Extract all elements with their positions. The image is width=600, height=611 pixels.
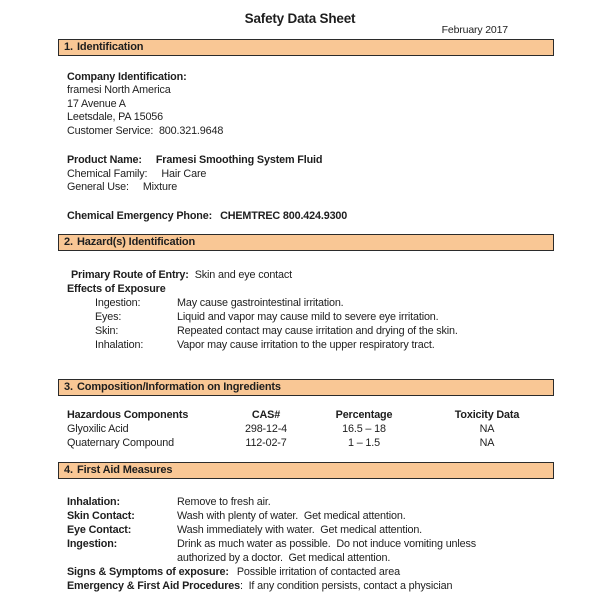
ingredient-row [67, 436, 600, 450]
company-name-line: framesi North America [67, 84, 171, 97]
chemical-family-label: Chemical Family: [67, 167, 148, 180]
col-header-cas: CAS# [251, 409, 281, 422]
section-2-title: Hazard(s) Identification [77, 236, 196, 249]
section-1-number: 1. [64, 41, 73, 53]
primary-route-label: Primary Route of Entry: [71, 269, 189, 282]
exposure-effect-row [67, 324, 600, 338]
ingredient-cas: 298-12-4 [244, 423, 288, 436]
exposure-effect-row [67, 338, 600, 352]
ingredient-toxicity: NA [479, 437, 495, 450]
ingredients-header-row [67, 408, 600, 422]
section-2-header-bar [58, 234, 554, 251]
first-aid-row [67, 537, 600, 565]
section-1-header-bar [58, 39, 554, 56]
exposure-route-label: Skin: [95, 325, 119, 338]
ingredients-table [67, 408, 600, 450]
address-line-city: Leetsdale, PA 15056 [67, 111, 164, 124]
col-header-components: Hazardous Components [67, 409, 189, 422]
ingredient-cas: 112-02-7 [245, 437, 287, 450]
hazards-block [67, 268, 600, 352]
ingredient-percentage: 1 – 1.5 [348, 437, 380, 450]
first-aid-text: Remove to fresh air. [177, 496, 271, 509]
first-aid-text-line: Drink as much water as possible. Do not induce vomiting unless [177, 538, 477, 551]
col-header-percentage: Percentage [335, 409, 393, 422]
signs-symptoms-label: Signs & Symptoms of exposure: [67, 566, 229, 579]
exposure-route-label: Eyes: [95, 311, 122, 324]
exposure-effect-row [67, 310, 600, 324]
section-3-title: Composition/Information on Ingredients [77, 381, 281, 394]
ingredient-percentage: 16.5 – 18 [342, 423, 386, 436]
first-aid-text [177, 537, 600, 565]
emergency-procedures-line [67, 579, 600, 593]
exposure-route-label: Inhalation: [95, 339, 144, 352]
first-aid-row [67, 509, 600, 523]
ingredient-name: Quaternary Compound [67, 437, 174, 450]
section-2-number: 2. [64, 236, 73, 249]
company-identification-block [67, 71, 600, 138]
emergency-phone-value: CHEMTREC 800.424.9300 [220, 209, 348, 222]
first-aid-row [67, 523, 600, 537]
revision-date: February 2017 [441, 24, 508, 36]
exposure-effect-text: May cause gastrointestinal irritation. [177, 297, 344, 310]
first-aid-label: Eye Contact: [67, 524, 132, 537]
exposure-effect-text: Liquid and vapor may cause mild to severe eye irritation. [177, 311, 439, 324]
section-3-header-bar [58, 379, 554, 396]
col-header-toxicity: Toxicity Data [454, 409, 520, 422]
section-4-number: 4. [64, 464, 73, 477]
general-use-value: Mixture [142, 181, 178, 194]
section-4-title: First Aid Measures [77, 464, 173, 477]
ingredient-toxicity: NA [479, 423, 495, 436]
emergency-procedures-value: : If any condition persists, contact a physician [240, 580, 453, 593]
exposure-effect-text: Repeated contact may cause irritation and drying of the skin. [177, 325, 458, 338]
signs-symptoms-line [67, 565, 600, 579]
first-aid-text: Wash with plenty of water. Get medical attention. [177, 510, 406, 523]
section-4-header-bar [58, 462, 554, 479]
ingredient-name: Glyoxilic Acid [67, 423, 129, 436]
signs-symptoms-value: Possible irritation of contacted area [236, 566, 400, 579]
product-name-label: Product Name: [67, 154, 142, 167]
effects-of-exposure-heading: Effects of Exposure [67, 283, 166, 296]
general-use-label: General Use: [67, 181, 129, 194]
primary-route-value: Skin and eye contact [194, 269, 292, 282]
exposure-effect-text: Vapor may cause irritation to the upper respiratory tract. [177, 339, 435, 352]
first-aid-label: Inhalation: [67, 496, 120, 509]
first-aid-text: Wash immediately with water. Get medical attention. [177, 524, 423, 537]
company-identification-label: Company Identification: [67, 71, 187, 83]
emergency-procedures-label: Emergency & First Aid Procedures [67, 580, 241, 593]
product-name-value: Framesi Smoothing System Fluid [155, 154, 323, 167]
first-aid-row [67, 495, 600, 509]
chemical-family-value: Hair Care [161, 167, 207, 180]
section-1-title: Identification [77, 41, 144, 53]
customer-service-line: Customer Service: 800.321.9648 [67, 124, 224, 137]
address-line-street: 17 Avenue A [67, 97, 126, 110]
document-page [0, 11, 600, 611]
first-aid-block [67, 495, 600, 593]
emergency-phone-label: Chemical Emergency Phone: [67, 209, 213, 222]
first-aid-text-line: authorized by a doctor. Get medical attention. [177, 552, 391, 565]
exposure-effect-row [67, 296, 600, 310]
emergency-phone-line [67, 210, 600, 224]
section-3-number: 3. [64, 381, 73, 394]
first-aid-label: Skin Contact: [67, 510, 135, 523]
page-title: Safety Data Sheet [244, 11, 356, 26]
product-info-block [67, 154, 600, 195]
first-aid-label: Ingestion: [67, 538, 118, 551]
exposure-route-label: Ingestion: [95, 297, 141, 310]
ingredient-row [67, 422, 600, 436]
